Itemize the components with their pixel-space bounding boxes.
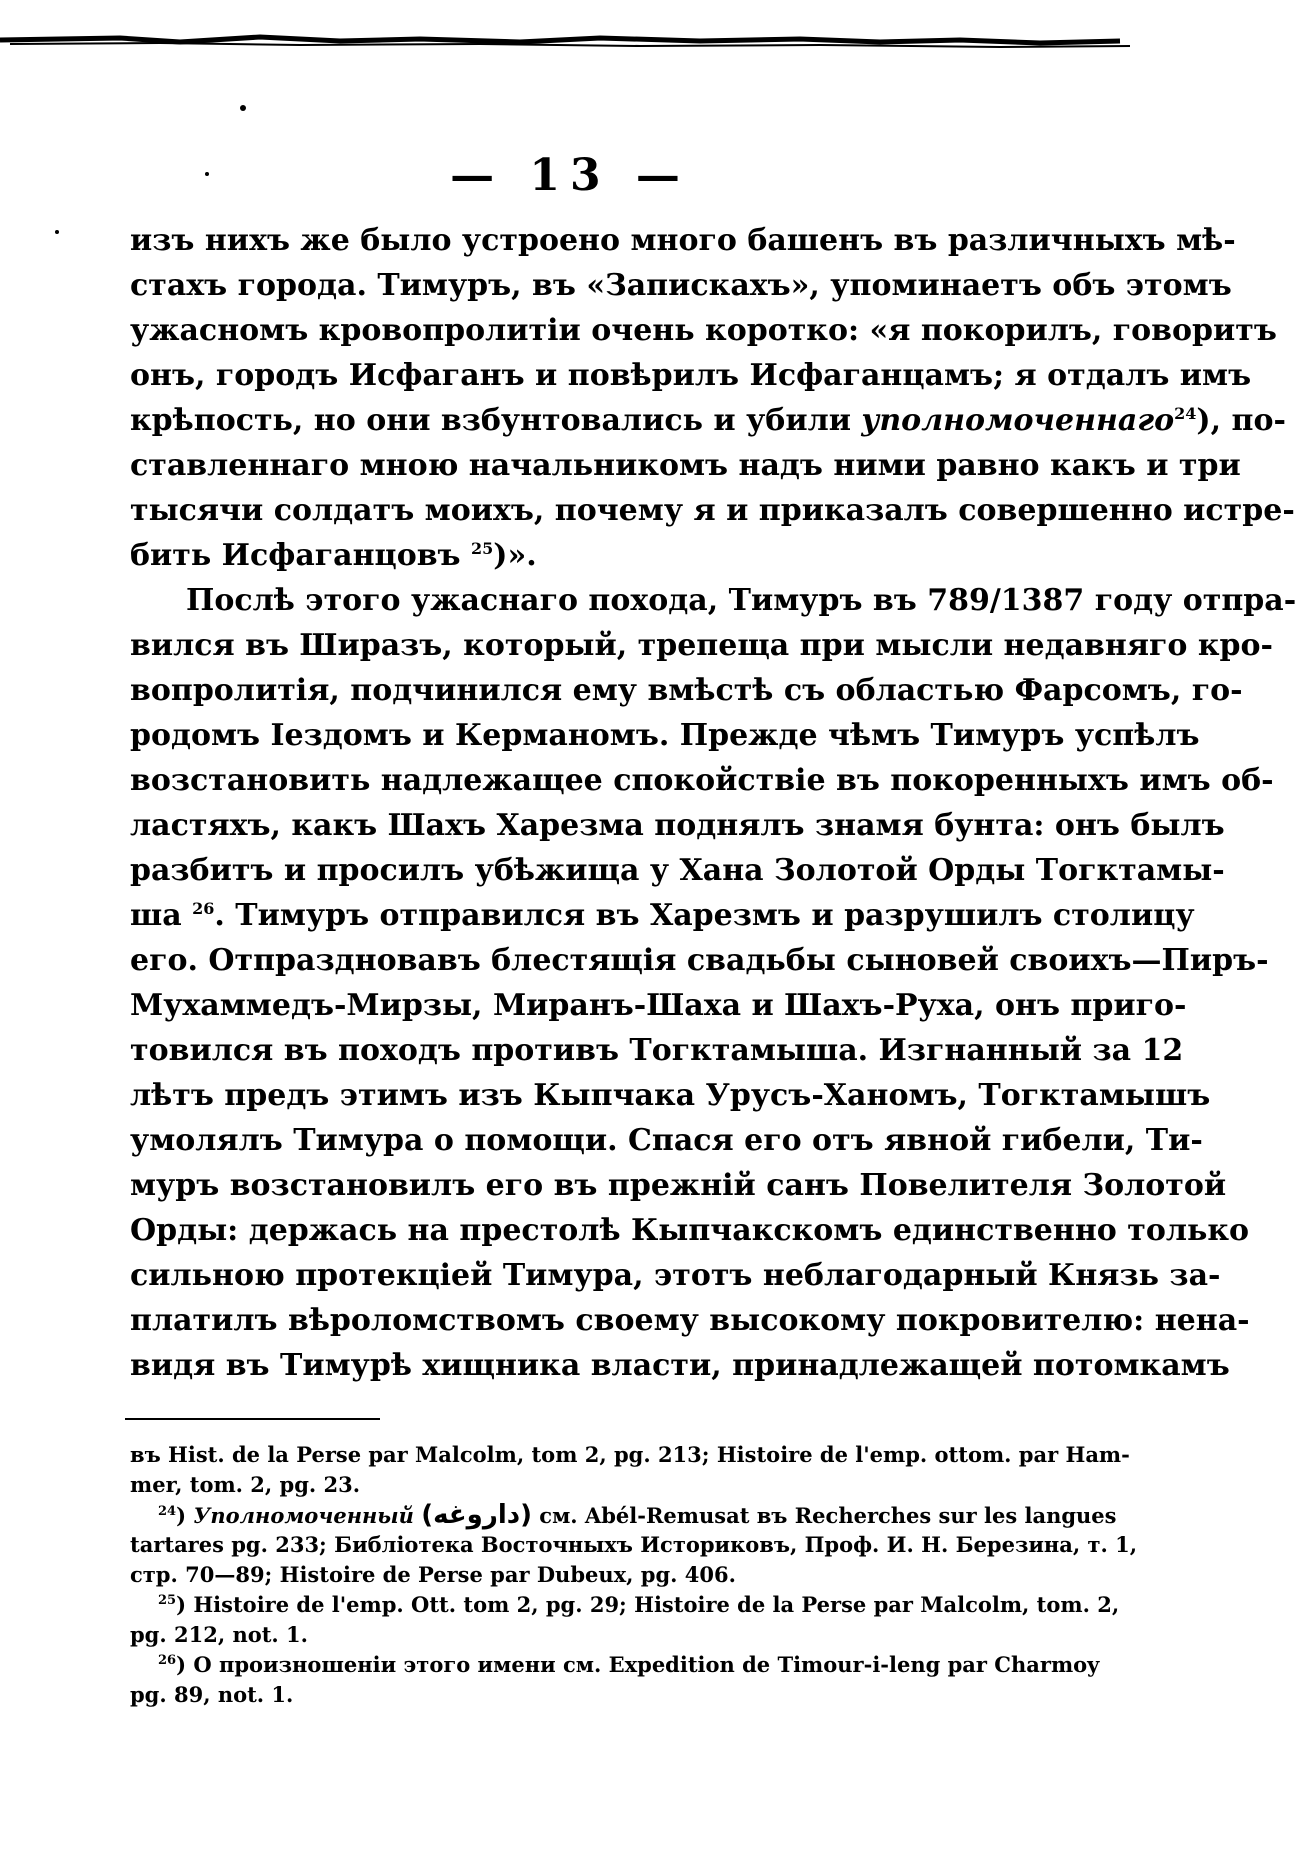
scan-top-edge [0, 30, 1140, 52]
footnote-ref: 25 [471, 539, 494, 558]
footnote-text: pg. 212, not. 1. [130, 1622, 308, 1647]
footnote-line [130, 1620, 1070, 1650]
footnote-number: 26 [158, 1653, 177, 1668]
line-text: ставленнаго мною начальникомъ надъ ними равно какъ и три [130, 448, 1241, 483]
italic-term: Уполномоченный [193, 1503, 414, 1528]
footnote-text: pg. 89, not. 1. [130, 1682, 294, 1707]
line-text: )». [493, 538, 537, 573]
text-line [130, 308, 1277, 353]
text-line [130, 1163, 1227, 1208]
line-text: крѣпость, но они взбунтовались и убили [130, 403, 862, 438]
footnote-line [130, 1530, 1138, 1560]
footnote-text: см. Abél-Remusat въ Recherches sur les langues [531, 1503, 1117, 1528]
text-line [130, 848, 1225, 893]
text-line [130, 1343, 1230, 1388]
text-line [130, 533, 1070, 578]
text-line [130, 488, 1295, 533]
line-text: платилъ вѣроломствомъ своему высокому покровителю: нена- [130, 1303, 1250, 1338]
footnote-number: 25 [158, 1593, 177, 1608]
text-line [130, 623, 1273, 668]
text-line [130, 218, 1236, 263]
line-text: бить Исфаганцовъ [130, 538, 472, 573]
page-number: — 13 — [450, 150, 690, 201]
footnote-number: 24 [158, 1504, 177, 1519]
text-line [130, 1298, 1250, 1343]
footnote-text: въ Hist. de la Perse par Malcolm, tom 2, pg. 213; Histoire de l'emp. ottom. par Ham- [130, 1442, 1130, 1467]
line-text: разбитъ и просилъ убѣжища у Хана Золотой Орды Тогктамы- [130, 853, 1225, 888]
footnote-text: tartares pg. 233; Библіотека Восточныхъ Историковъ, Проф. И. Н. Березина, т. 1, [130, 1532, 1138, 1557]
line-text: муръ возстановилъ его въ прежній санъ Повелителя Золотой [130, 1168, 1227, 1203]
footnote-line [130, 1590, 1120, 1620]
footnote-line: $^{24}$) Уполномоченный (داروغه) см. Abél-Remusat въ Recherches sur les langues [158, 1500, 1117, 1530]
footnote-text: стр. 70—89; Histoire de Perse par Dubeux, pg. 406. [130, 1562, 736, 1587]
text-line [130, 938, 1269, 983]
line-text: тысячи солдатъ моихъ, почему я и приказалъ совершенно истре- [130, 493, 1295, 528]
footnote-ref: 24 [1174, 404, 1197, 423]
line-text: ластяхъ, какъ Шахъ Харезма поднялъ знамя бунта: онъ былъ [130, 808, 1225, 843]
text-line [130, 1253, 1221, 1298]
line-text: его. Отпраздновавъ блестящія свадьбы сыновей своихъ—Пиръ- [130, 943, 1269, 978]
speck [55, 230, 59, 234]
line-text: возстановить надлежащее спокойствіе въ покоренныхъ имъ об- [130, 763, 1274, 798]
text-line [130, 983, 1187, 1028]
line-text: Орды: держась на престолѣ Кыпчакскомъ единственно только [130, 1213, 1250, 1248]
footnotes [130, 1440, 1138, 1710]
line-text: вопролитія, подчинился ему вмѣстѣ съ областью Фарсомъ, го- [130, 673, 1243, 708]
main-text [130, 218, 1296, 1388]
line-text: Мухаммедъ-Мирзы, Миранъ-Шаха и Шахъ-Руха, онъ приго- [130, 988, 1187, 1023]
footnote-rule [125, 1418, 380, 1420]
line-text: видя въ Тимурѣ хищника власти, принадлежащей потомкамъ [130, 1348, 1230, 1383]
text-line [130, 1208, 1250, 1253]
footnote-line [130, 1560, 1070, 1590]
text-line [130, 1073, 1211, 1118]
line-text: стахъ города. Тимуръ, въ «Запискахъ», упоминаетъ объ этомъ [130, 268, 1232, 303]
text-line [130, 713, 1200, 758]
text-line [130, 893, 1195, 938]
text-line [130, 758, 1274, 803]
line-text: . Тимуръ отправился въ Харезмъ и разрушилъ столицу [214, 898, 1195, 933]
footnote-ref: 26 [192, 899, 215, 918]
footnote-line [130, 1650, 1100, 1680]
italic-term: уполномоченнаго [861, 403, 1175, 438]
footnote-text: ) Histoire de l'emp. Ott. tom 2, pg. 29; Histoire de la Perse par Malcolm, tom. 2, [176, 1592, 1120, 1617]
footnote-text: mer, tom. 2, pg. 23. [130, 1472, 361, 1497]
line-text: ужасномъ кровопролитіи очень коротко: «я покорилъ, говоритъ [130, 313, 1277, 348]
line-text: сильною протекціей Тимура, этотъ неблагодарный Князь за- [130, 1258, 1221, 1293]
line-text: ша [130, 898, 193, 933]
text-line [130, 668, 1243, 713]
footnote-line [130, 1440, 1130, 1470]
line-text: товился въ походъ противъ Тогктамыша. Изгнанный за 12 [130, 1033, 1184, 1068]
speck [240, 105, 246, 111]
footnote-line [130, 1470, 1070, 1500]
arabic-term: (داروغه) [421, 1500, 532, 1530]
text-line [130, 1028, 1184, 1073]
line-text: вился въ Ширазъ, который, трепеща при мысли недавняго кро- [130, 628, 1273, 663]
text-line [130, 803, 1225, 848]
footnote-line [130, 1680, 1070, 1710]
text-line [130, 353, 1252, 398]
line-text: родомъ Іездомъ и Керманомъ. Прежде чѣмъ Тимуръ успѣлъ [130, 718, 1200, 753]
footnote-text: ) О произношеніи этого имени см. Expedition de Timour-i-leng par Charmoy [176, 1652, 1100, 1677]
text-line [130, 1118, 1203, 1163]
line-text: лѣтъ предъ этимъ изъ Кыпчака Урусъ-Ханомъ, Тогктамышъ [130, 1078, 1211, 1113]
scan-noise-strip [0, 30, 1140, 52]
line-text: ), по- [1196, 403, 1286, 438]
line-text: умолялъ Тимура о помощи. Спася его отъ явной гибели, Ти- [130, 1123, 1203, 1158]
text-line [130, 443, 1241, 488]
line-text: онъ, городъ Исфаганъ и повѣрилъ Исфаганцамъ; я отдалъ имъ [130, 358, 1252, 393]
line-text: изъ нихъ же было устроено много башенъ въ различныхъ мѣ- [130, 223, 1236, 258]
text-line [130, 398, 1286, 443]
line-text: Послѣ этого ужаснаго похода, Тимуръ въ 789/1387 году отпра- [186, 583, 1296, 618]
text-line [130, 263, 1232, 308]
text-line [130, 578, 1296, 623]
